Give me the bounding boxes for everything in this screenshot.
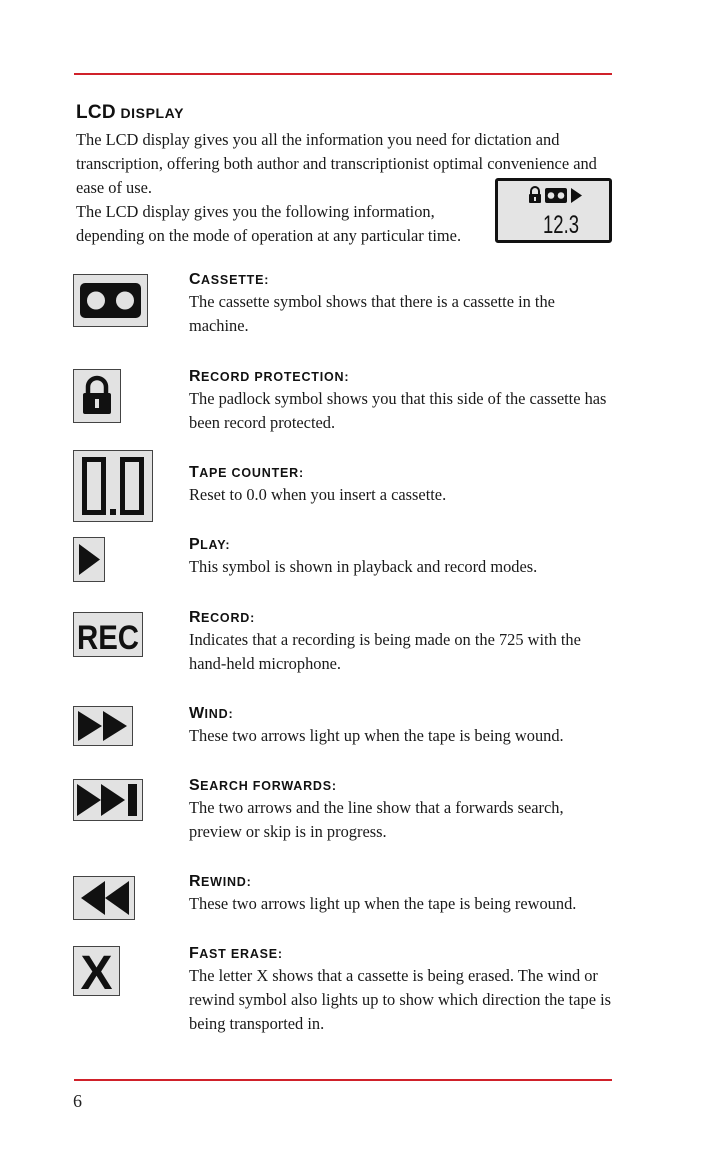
play-icon — [73, 537, 105, 582]
wind-description: These two arrows light up when the tape is being wound. — [189, 726, 564, 745]
page-number: 6 — [73, 1091, 82, 1111]
play-description: This symbol is shown in playback and record modes. — [189, 557, 538, 576]
record-heading: RECORD: — [189, 609, 256, 626]
record-description: Indicates that a recording is being made on the 725 with the hand-held microphone. — [189, 630, 581, 673]
cassette-heading: CASSETTE: — [189, 271, 270, 288]
svg-text:0.0: 0.0 — [74, 451, 76, 452]
rewind-heading: REWIND: — [189, 873, 252, 890]
record-protection-description: The padlock symbol shows you that this side of the cassette has been record protected. — [189, 389, 607, 432]
rewind-entry — [189, 873, 619, 916]
fast-erase-icon — [73, 946, 120, 996]
section-title: LCD DISPLAY — [76, 102, 185, 123]
padlock-icon — [73, 369, 121, 423]
record-icon — [73, 612, 143, 657]
bottom-divider — [74, 1079, 612, 1081]
rewind-icon — [73, 876, 135, 920]
cassette-description: The cassette symbol shows that there is a cassette in the machine. — [189, 292, 555, 335]
fast-erase-entry — [189, 945, 619, 1036]
fast-erase-description: The letter X shows that a cassette is being erased. The wind or rewind symbol also lights up to show which direction the tape is being transported in. — [189, 966, 612, 1033]
intro-paragraph-1: The LCD display gives you all the information you need for dictation and transcription, offering both author and transcriptionist optimal convenience and ease of use. — [76, 130, 597, 197]
search-forwards-icon — [73, 779, 143, 821]
rewind-description: These two arrows light up when the tape is being rewound. — [189, 894, 577, 913]
record-protection-entry — [189, 368, 619, 435]
svg-text:REC: REC — [77, 619, 139, 656]
search-forwards-heading: SEARCH FORWARDS: — [189, 777, 337, 794]
lcd-counter-readout: 12.3 — [543, 211, 579, 239]
lcd-cassette-icon — [545, 188, 567, 203]
top-divider — [74, 73, 612, 75]
cassette-icon — [73, 274, 148, 327]
svg-text:X: X — [80, 947, 113, 995]
lcd-padlock-icon — [529, 187, 541, 203]
tape-counter-heading: TAPE COUNTER: — [189, 464, 304, 481]
play-entry — [189, 536, 619, 579]
lcd-play-icon — [571, 188, 582, 203]
search-forwards-description: The two arrows and the line show that a forwards search, preview or skip is in progress. — [189, 798, 564, 841]
wind-heading: WIND: — [189, 705, 234, 722]
tape-counter-description: Reset to 0.0 when you insert a cassette. — [189, 485, 447, 504]
fast-erase-heading: FAST ERASE: — [189, 945, 283, 962]
record-entry — [189, 609, 619, 676]
tape-counter-icon — [73, 450, 153, 522]
play-heading: PLAY: — [189, 536, 231, 553]
wind-entry — [189, 705, 619, 748]
lcd-display-illustration — [495, 178, 612, 243]
search-forwards-entry — [189, 777, 619, 844]
record-protection-heading: RECORD PROTECTION: — [189, 368, 350, 385]
tape-counter-entry — [189, 464, 619, 507]
wind-icon — [73, 706, 133, 746]
intro-paragraph-2: The LCD display gives you the following information, depending on the mode of operation at any particular time. — [76, 202, 462, 245]
cassette-entry — [189, 271, 619, 338]
